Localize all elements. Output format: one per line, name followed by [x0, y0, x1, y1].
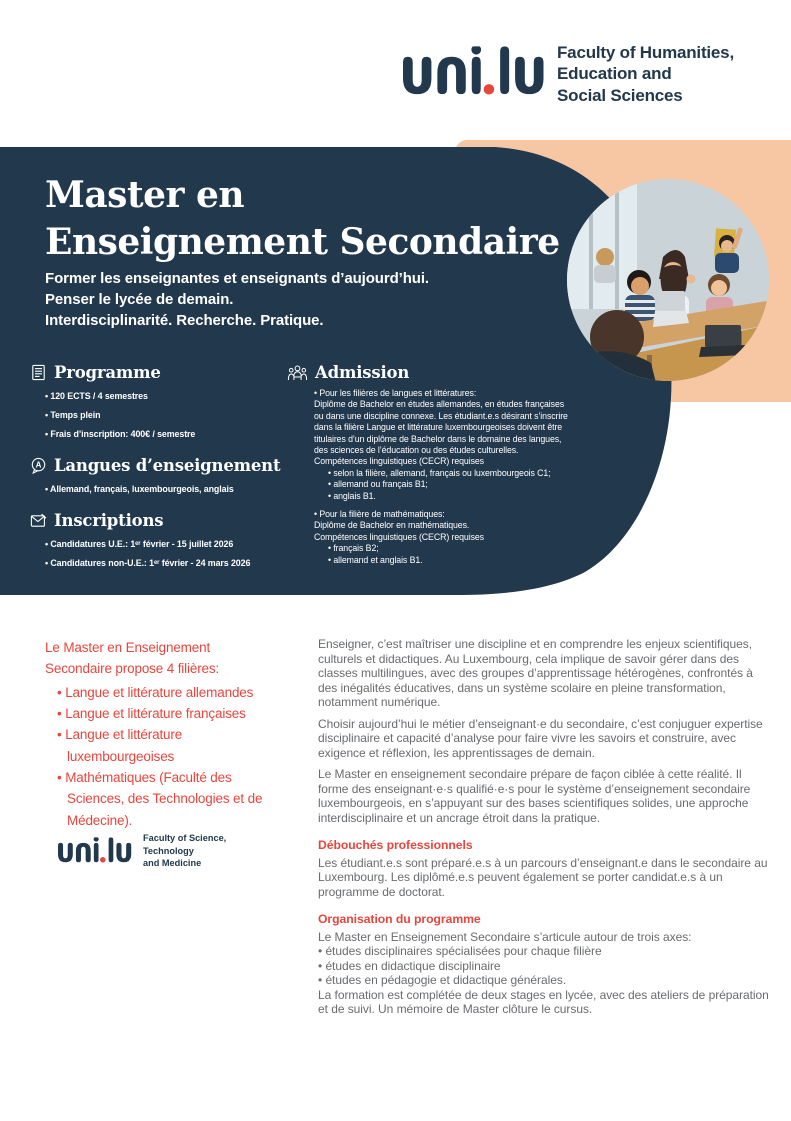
langues-section: [30, 456, 285, 499]
inscriptions-list: [30, 535, 285, 573]
faculty-name-line: Education and: [557, 64, 672, 84]
classroom-photo: [567, 179, 769, 381]
fstm-unilu-logo-icon: [58, 837, 132, 865]
filieres-column: [45, 637, 280, 831]
filieres-list: [45, 682, 280, 831]
programme-heading-label: Programme: [54, 363, 161, 382]
admission-text: Diplôme de Bachelor en études allemandes, en études françaises ou dans une discipline connexe. Les étudiant.e.s désirant s’inscrire dans la filière Langue et littérature luxembourgeoises doivent être titulaires d’un diplôme de Bachelor dans le domaine des langues, des sciences de l’éducation ou des études culturelles.: [314, 399, 568, 456]
languages-translate-icon: [30, 457, 47, 474]
axes-item: • études disciplinaires spécialisées pour chaque filière: [318, 944, 770, 959]
section-heading-organisation: Organisation du programme: [318, 912, 481, 926]
inscriptions-heading: [30, 511, 285, 530]
programme-item: • Frais d’inscription: 400€ / semestre: [45, 425, 285, 444]
hero-subtitle-line: Penser le lycée de demain.: [45, 291, 234, 308]
description-paragraph: Les étudiant.e.s sont préparé.e.s à un parcours d’enseignant.e dans le secondaire au Luxembourg. Les diplômé.e.s peuvent également se porter candidat.e.s à un programme de doctorat.: [318, 855, 768, 899]
admission-intro: • Pour les filières de langues et littératures:: [314, 388, 570, 399]
page-title-line: Enseignement Secondaire: [45, 221, 560, 263]
inscriptions-section: [30, 511, 285, 573]
section-heading-debouches: Débouchés professionnels: [318, 838, 473, 852]
fstm-faculty-line: and Medicine: [143, 858, 202, 869]
axes-item: • études en pédagogie et didactique générales.: [318, 973, 770, 988]
faculty-name: [557, 42, 734, 106]
description-paragraph: La formation est complétée de deux stages en lycée, avec des ateliers de préparation et de suivi. Un mémoire de Master clôture le cursus.: [318, 987, 769, 1016]
admission-body: [314, 388, 570, 566]
admission-intro: • Pour la filière de mathématiques:: [314, 509, 570, 520]
filiere-item: • Langue et littérature allemandes: [57, 682, 280, 703]
axes-item: • études en didactique disciplinaire: [318, 959, 770, 974]
description-paragraph: Le Master en enseignement secondaire prépare de façon ciblée à cette réalité. Il forme des enseignant·e·s qualifié·e·s pour le système d’enseignement secondaire luxembourgeois, en s’appuyant sur des bases scientifiques solides, une approche interdisciplinaire et un ancrage étroit dans la pratique.: [318, 767, 751, 825]
faculty-name-line: Faculty of Humanities,: [557, 43, 734, 62]
admission-subitem: • selon la filière, allemand, français ou luxembourgeois C1;: [328, 468, 570, 479]
programme-document-icon: [30, 364, 47, 381]
admission-people-group-icon: [287, 364, 308, 381]
fstm-logo-block: [58, 832, 226, 870]
admission-text: Diplôme de Bachelor en mathématiques.: [314, 520, 470, 531]
fstm-faculty-name: [143, 832, 226, 870]
langues-heading-label: Langues d’enseignement: [54, 456, 281, 475]
fstm-faculty-line: Technology: [143, 845, 194, 856]
svg-text:A: A: [35, 460, 42, 470]
admission-subitem: • allemand et anglais B1.: [328, 555, 570, 566]
inscriptions-heading-label: Inscriptions: [54, 511, 164, 530]
info-column-left: [30, 363, 285, 585]
admission-sublist: [314, 543, 570, 566]
faculty-name-line: Social Sciences: [557, 85, 683, 105]
inscriptions-item: • Candidatures U.E.: 1ᵉʳ février - 15 juillet 2026: [45, 535, 285, 554]
admission-heading: [287, 363, 572, 382]
programme-item: • 120 ECTS / 4 semestres: [45, 387, 285, 406]
programme-list: [30, 387, 285, 444]
programme-heading: [30, 363, 285, 382]
inscriptions-item: • Candidatures non-U.E.: 1ᵉʳ février - 24 mars 2026: [45, 554, 285, 573]
description-paragraph: Choisir aujourd’hui le métier d’enseignant·e du secondaire, c’est conjuguer expertise disciplinaire et capacité d’analyse pour faire vivre les savoirs et construire, avec exigence et réflexion, les apprentissages de demain.: [318, 716, 763, 760]
admission-block-langues: [314, 388, 570, 502]
admission-note: Compétences linguistiques (CECR) requises: [314, 531, 484, 542]
hero-subtitle: [45, 268, 429, 331]
page-title: [45, 172, 560, 266]
admission-subitem: • français B2;: [328, 543, 570, 554]
admission-block-maths: [314, 509, 570, 566]
description-paragraph: Le Master en Enseignement Secondaire s’articule autour de trois axes:: [318, 929, 692, 944]
admission-note: Compétences linguistiques (CECR) requises: [314, 456, 484, 467]
admission-sublist: [314, 468, 570, 502]
programme-section: [30, 363, 285, 444]
hero-subtitle-line: Former les enseignantes et enseignants d’aujourd’hui.: [45, 270, 429, 287]
fstm-faculty-line: Faculty of Science,: [143, 833, 227, 843]
page-title-line: Master en: [45, 174, 245, 216]
description-column: [318, 637, 770, 1024]
hero-subtitle-line: Interdisciplinarité. Recherche. Pratique.: [45, 312, 324, 329]
admission-subitem: • anglais B1.: [328, 491, 570, 502]
programme-item: • Temps plein: [45, 406, 285, 425]
filieres-intro: Le Master en Enseignement Secondaire propose 4 filières:: [45, 640, 220, 677]
admission-heading-label: Admission: [315, 363, 410, 382]
description-paragraph: Enseigner, c’est maîtriser une discipline et en comprendre les enjeux scientifiques, culturels et didactiques. Au Luxembourg, cela implique de savoir gérer dans des classes multilingues, avec des groupes d’apprentissage hétérogènes, confrontés à des inégalités éducatives, dans un système scolaire en pleine transformation, notamment numérique.: [318, 637, 753, 709]
unilu-logo-icon: [403, 46, 545, 104]
langues-item: • Allemand, français, luxembourgeois, anglais: [45, 480, 285, 499]
langues-list: [30, 480, 285, 499]
filiere-item: • Mathématiques (Faculté des Sciences, des Technologies et de Médecine).: [57, 767, 280, 831]
admission-section: [287, 363, 572, 573]
axes-list: [318, 944, 770, 988]
admission-subitem: • allemand ou français B1;: [328, 479, 570, 490]
inscriptions-envelope-icon: [30, 512, 47, 529]
filiere-item: • Langue et littérature françaises: [57, 703, 280, 724]
langues-heading: [30, 456, 285, 475]
filiere-item: • Langue et littérature luxembourgeoises: [57, 724, 280, 767]
